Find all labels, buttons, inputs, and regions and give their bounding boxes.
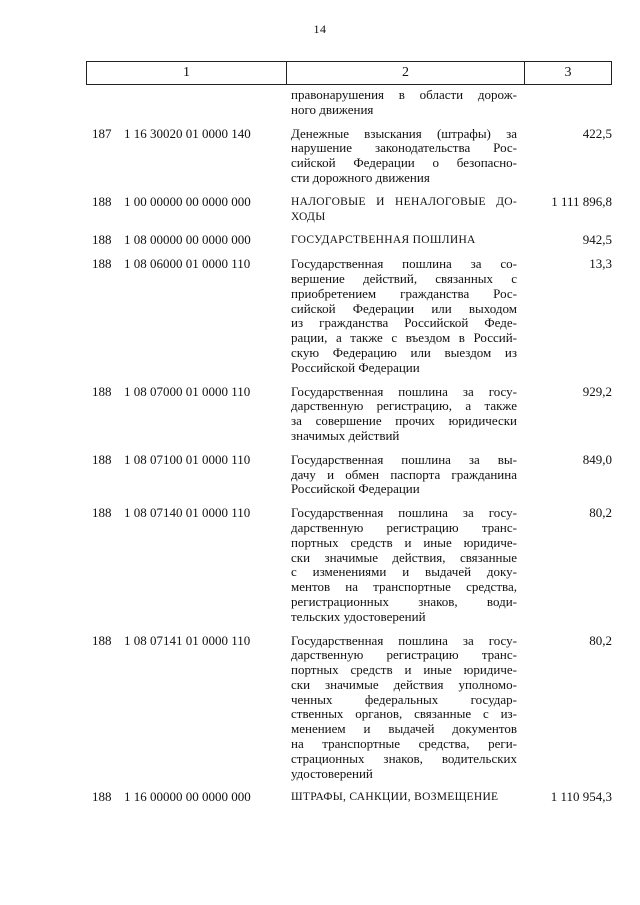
header-col-2: 2 [287, 62, 525, 84]
description-line: ХОДЫ [291, 210, 326, 223]
table-row [86, 506, 612, 624]
description-line: Государственная пошлина за госу- [291, 505, 517, 521]
description-line: из гражданства Российской Феде- [291, 315, 517, 331]
description-line: ментов на транспортные средства, [291, 579, 517, 595]
budget-classification-code: 1 08 07100 01 0000 110 [124, 451, 251, 467]
admin-code: 188 [92, 451, 112, 467]
income-description [291, 127, 517, 186]
admin-code: 188 [92, 505, 112, 521]
amount: 942,5 [582, 232, 612, 248]
amount: 80,2 [589, 632, 612, 648]
table-row [86, 634, 612, 782]
admin-code: 188 [92, 632, 112, 648]
amount: 80,2 [589, 505, 612, 521]
income-description [291, 257, 517, 375]
description-line: значимых действий [291, 427, 400, 443]
budget-classification-code: 1 08 00000 00 0000 000 [124, 232, 251, 248]
amount: 849,0 [582, 451, 612, 467]
description-line: НАЛОГОВЫЕ И НЕНАЛОГОВЫЕ ДО- [291, 195, 517, 208]
admin-code: 188 [92, 232, 112, 248]
description-line: ски значимые действия уполномо- [291, 676, 517, 692]
description-line: скую Федерацию или выездом из [291, 344, 517, 360]
description-line: сийской Федерации или выходом [291, 300, 517, 316]
description-line: ГОСУДАРСТВЕННАЯ ПОШЛИНА [291, 234, 476, 247]
budget-classification-code: 1 16 00000 00 0000 000 [124, 789, 251, 805]
description-line: удостоверений [291, 765, 373, 781]
admin-code: 188 [92, 256, 112, 272]
description-line: с изменениями и выдачей доку- [291, 564, 517, 580]
description-line: ченных федеральных государ- [291, 691, 517, 707]
description-line: Государственная пошлина за госу- [291, 632, 517, 648]
description-line: приобретением гражданства Рос- [291, 285, 517, 301]
description-line: регистрационных знаков, води- [291, 593, 517, 609]
description-line: ного движения [291, 101, 374, 117]
description-line: Российской Федерации [291, 481, 420, 497]
income-description [291, 233, 517, 248]
table-row [86, 127, 612, 186]
description-line: за совершение прочих юридически [291, 413, 517, 429]
description-line: менением и выдачей документов [291, 721, 517, 737]
amount: 1 110 954,3 [550, 789, 612, 805]
description-line: Государственная пошлина за со- [291, 256, 517, 272]
description-line: Государственная пошлина за вы- [291, 451, 517, 467]
description-line: ски значимые действия, связанные [291, 549, 517, 565]
admin-code: 188 [92, 383, 112, 399]
description-line: дарственную регистрацию транс- [291, 519, 517, 535]
budget-classification-code: 1 00 00000 00 0000 000 [124, 193, 251, 209]
description-line: правонарушения в области дорож- [291, 87, 517, 102]
admin-code: 188 [92, 193, 112, 209]
amount: 929,2 [582, 383, 612, 399]
description-line: сийской Федерации о безопасно- [291, 155, 517, 171]
header-col-3: 3 [564, 65, 572, 80]
description-line: на транспортные средства, реги- [291, 736, 517, 752]
description-line: страционных знаков, водительских [291, 750, 517, 766]
description-line: рации, а также с въездом в Россий- [291, 330, 517, 346]
admin-code: 188 [92, 789, 112, 805]
budget-classification-code: 1 08 07140 01 0000 110 [124, 505, 251, 521]
budget-classification-code: 1 16 30020 01 0000 140 [124, 125, 251, 141]
budget-classification-code: 1 08 07141 01 0000 110 [124, 632, 251, 648]
amount: 422,5 [582, 125, 612, 141]
income-description [291, 88, 517, 118]
description-line: Государственная пошлина за госу- [291, 383, 517, 399]
budget-classification-code: 1 08 06000 01 0000 110 [124, 256, 251, 272]
description-line: дачу и обмен паспорта гражданина [291, 466, 517, 482]
description-line: тельских удостоверений [291, 608, 426, 624]
description-line: портных средств и иные юридиче- [291, 662, 517, 678]
description-line: дарственную регистрацию транс- [291, 647, 517, 663]
table-row [86, 195, 612, 225]
description-line: вершение действий, связанных с [291, 270, 517, 286]
table-row [86, 790, 612, 805]
description-line: нарушение законодательства Рос- [291, 140, 517, 156]
table-row [86, 257, 612, 375]
income-description [291, 790, 517, 805]
table-row [86, 88, 612, 118]
description-line: Российской Федерации [291, 359, 420, 375]
table-row [86, 385, 612, 444]
amount: 1 111 896,8 [551, 193, 612, 209]
amount: 13,3 [589, 256, 612, 272]
description-line: портных средств и иные юридиче- [291, 534, 517, 550]
table-row [86, 453, 612, 497]
budget-classification-code: 1 08 07000 01 0000 110 [124, 383, 251, 399]
table-header [86, 61, 612, 85]
table-row [86, 233, 612, 248]
header-col-1: 1 [87, 62, 287, 84]
income-description [291, 195, 517, 225]
table-body [86, 88, 612, 814]
admin-code: 187 [92, 125, 112, 141]
description-line: ственных органов, связанные с из- [291, 706, 517, 722]
income-description [291, 453, 517, 497]
description-line: сти дорожного движения [291, 169, 430, 185]
description-line: дарственную регистрацию, а также [291, 398, 517, 414]
page-number: 14 [313, 22, 327, 36]
description-line: ШТРАФЫ, САНКЦИИ, ВОЗМЕЩЕНИЕ [291, 791, 499, 804]
income-description [291, 634, 517, 782]
description-line: Денежные взыскания (штрафы) за [291, 125, 517, 141]
income-description [291, 506, 517, 624]
income-description [291, 385, 517, 444]
